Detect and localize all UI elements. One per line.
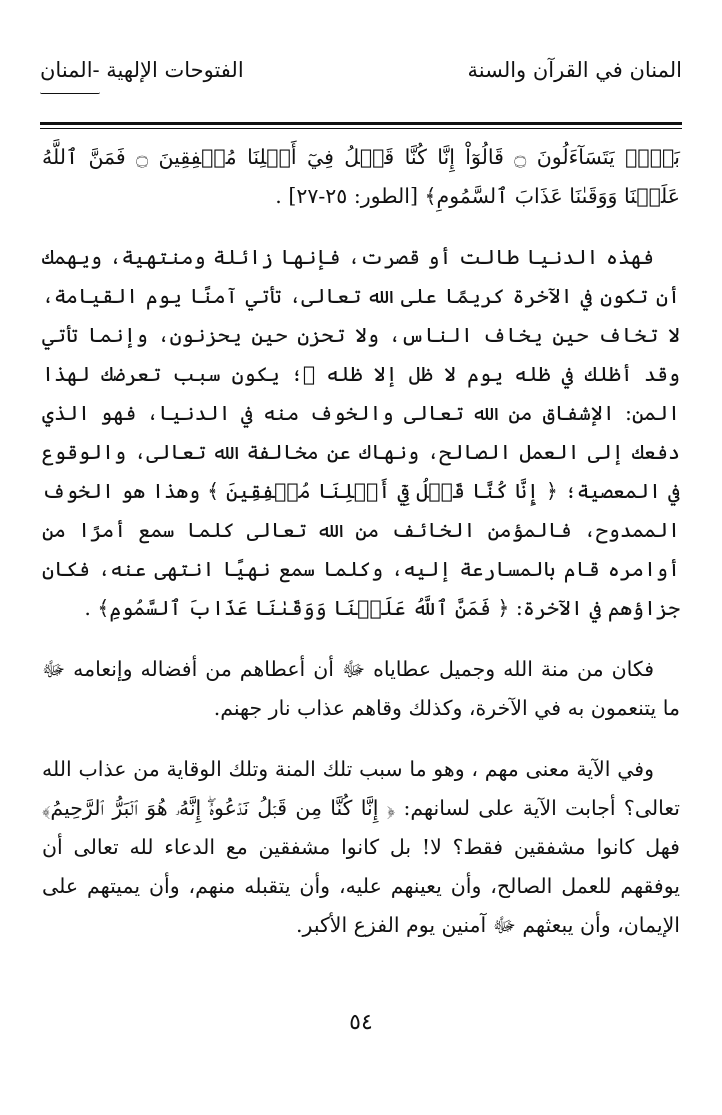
header-rule-thick	[40, 122, 682, 125]
header-chapter-title: الفتوحات الإلهية -المنان	[40, 58, 244, 82]
paragraph-verse-continuation: بَعۡضٖ يَتَسَآءَلُونَ ۝ قَالُوٓاْ إِنَّا كُنَّا قَبۡلُ فِيٓ أَهۡلِنَا مُشۡفِقِينَ ۝ فَمَنَّ ٱللَّهُ عَلَيۡنَا وَوَقَىٰنَا عَذَابَ ٱلسَّمُومِ﴾ [الطور: ٢٥-٢٧] .	[42, 145, 681, 208]
paragraph-meaning: وفي الآية معنى مهم ، وهو ما سبب تلك المنة وتلك الوقاية من عذاب الله تعالى؟ أجابت الآية على لسانهم: ﴿ إِنَّا كُنَّا مِن قَبۡلُ نَدۡعُوهُۖ إِنَّهُۥ هُوَ ٱلۡبَرُّ ٱلرَّحِيمُ﴾ فهل كانوا مشفقين فقط؟ لا! بل كانوا مشفقين مع الدعاء لله تعالى أن يوفقهم للعمل الصالح، وأن يعينهم عليه، وأن يتقبله منهم، وأن يميتهم على الإيمان، وأن يبعثهم ﷻ آمنين يوم الفزع الأكبر.	[42, 757, 680, 937]
header-rule-thin	[40, 128, 682, 129]
paragraph-minnah: فكان من منة الله وجميل عطاياه ﷻ أن أعطاهم من أفضاله وإنعامه ﷻ ما يتنعمون به في الآخرة، وكذلك وقاهم عذاب نار جهنم.	[42, 657, 680, 720]
header-book-title: المنان في القرآن والسنة	[467, 58, 682, 82]
page-header	[40, 58, 682, 108]
header-flourish	[40, 92, 100, 94]
page-body	[42, 138, 680, 945]
paragraph-dunya: فهذه الدنيا طالت أو قصرت، فإنها زائلة ومنتهية، ويهمك أن تكون في الآخرة كريمًا على الله تعالى، تأتي آمنًا يوم القيامة، لا تخاف حين يخاف الناس، ولا تحزن حين يحزنون، وإنما تأتي وقد أظلك في ظله يوم لا ظل إلا ظله ﷻ؛ يكون سبب تعرضك لهذا المن: الإشفاق من الله تعالى والخوف منه في الدنيا، فهو الذي دفعك إلى العمل الصالح، ونهاك عن مخالفة الله تعالى، والوقوع في المعصية؛ ﴿ إِنَّا كُنَّا قَبۡلُ فِيٓ أَهۡلِنَا مُشۡفِقِينَ ﴾ وهذا هو الخوف الممدوح، فالمؤمن الخائف من الله تعالى كلما سمع أمرًا من أوامره قام بالمسارعة إليه، وكلما سمع نهيًا انتهى عنه، فكان جزاؤهم في الآخرة: ﴿ فَمَنَّ ٱللَّهُ عَلَيۡنَا وَوَقَىٰنَا عَذَابَ ٱلسَّمُومِ﴾ .	[42, 245, 680, 620]
page-number: ٥٤	[349, 1010, 373, 1035]
